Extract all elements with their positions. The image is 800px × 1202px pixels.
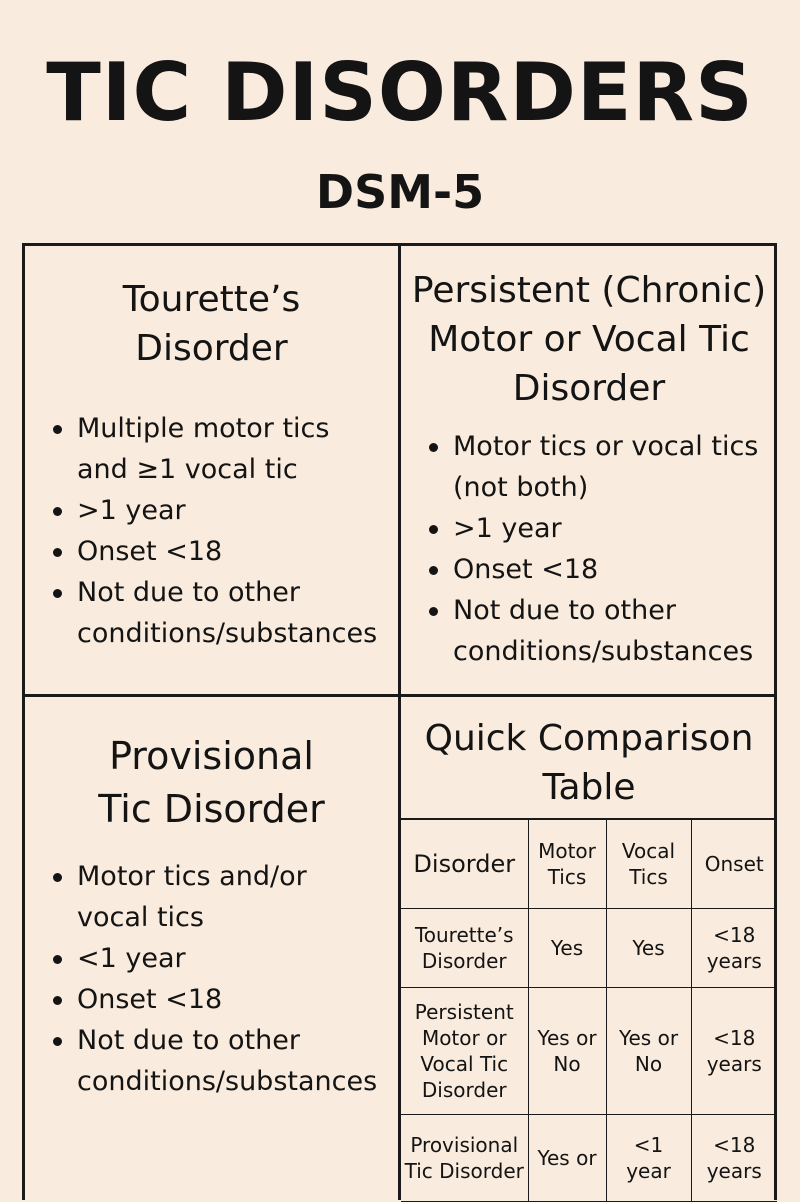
page-title: TIC DISORDERS — [46, 46, 754, 139]
table-cell: Yes or No — [606, 987, 691, 1114]
comparison-table — [401, 818, 777, 1202]
list-item: Onset <18 — [25, 531, 398, 572]
table-cell: Persistent Motor or Vocal Tic Disorder — [401, 987, 528, 1114]
provisional-criteria-list — [25, 856, 398, 1102]
list-item: Not due to other conditions/substances — [401, 590, 763, 672]
table-cell: Yes — [528, 908, 606, 987]
comparison-title: Quick Comparison Table — [424, 718, 754, 808]
list-item: >1 year — [25, 490, 398, 531]
table-row — [401, 987, 777, 1114]
column-header: Disorder — [401, 819, 528, 908]
table-header-row — [401, 819, 777, 908]
persistent-criteria-list — [401, 426, 777, 672]
table-cell: Yes — [606, 908, 691, 987]
tourette-title: Tourette’s Disorder — [122, 279, 301, 369]
table-cell: Tourette’s Disorder — [401, 908, 528, 987]
list-item: >1 year — [401, 508, 777, 549]
list-item: Not due to other conditions/substances — [25, 1020, 377, 1102]
list-item: <1 year — [25, 938, 398, 979]
list-item: Motor tics or vocal tics (not both) — [401, 426, 783, 508]
table-cell: <18 years — [691, 1114, 777, 1201]
table-cell: <18 years — [691, 987, 777, 1114]
table-row — [401, 1114, 777, 1201]
persistent-title: Persistent (Chronic) Motor or Vocal Tic Disorder — [411, 270, 767, 409]
table-cell: Provisional Tic Disorder — [401, 1114, 528, 1201]
table-cell: Yes or — [528, 1114, 606, 1201]
column-header: Onset — [691, 819, 777, 908]
table-row — [401, 908, 777, 987]
list-item: Not due to other conditions/substances — [25, 572, 377, 654]
list-item: Motor tics and/or vocal tics — [25, 856, 347, 938]
list-item: Multiple motor tics and ≥1 vocal tic — [25, 408, 367, 490]
table-cell: Yes or No — [528, 987, 606, 1114]
grid-horizontal-divider — [22, 694, 777, 697]
provisional-title: Provisional Tic Disorder — [98, 734, 325, 831]
table-cell: <18 years — [691, 908, 777, 987]
column-header: Vocal Tics — [606, 819, 691, 908]
list-item: Onset <18 — [25, 979, 398, 1020]
column-header: Motor Tics — [528, 819, 606, 908]
list-item: Onset <18 — [401, 549, 777, 590]
table-cell: <1 year — [606, 1114, 691, 1201]
tourette-criteria-list — [25, 408, 398, 654]
page-subtitle: DSM-5 — [315, 165, 485, 219]
